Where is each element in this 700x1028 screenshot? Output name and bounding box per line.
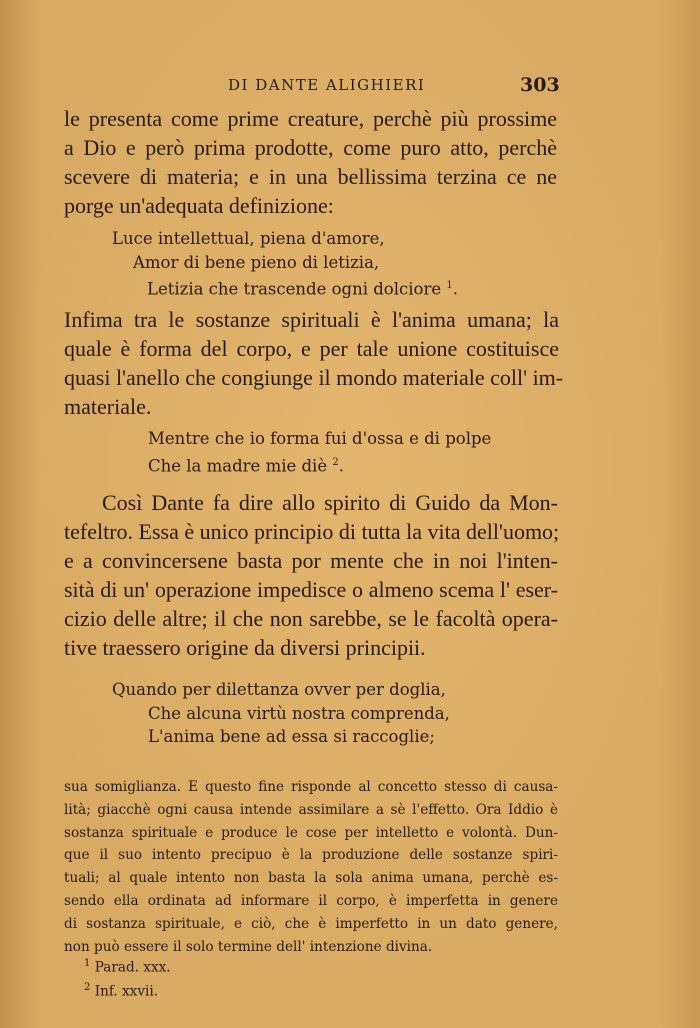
- text-line: cizio delle altre; il che non sarebbe, se le facoltà opera-: [64, 606, 558, 631]
- running-head: [0, 74, 700, 100]
- footnote-mark: 1: [84, 958, 91, 969]
- text-line: a Dio e però prima prodotte, come puro atto, perchè: [64, 135, 557, 160]
- note-line: que il suo intento precipuo è la produzione delle sostanze spiri-: [64, 847, 558, 864]
- note-line: di sostanza spirituale, e ciò, che è imperfetto in un dato genere,: [64, 915, 558, 932]
- text-line: porge un'adequata definizione:: [64, 193, 334, 218]
- text-line: sità di un' operazione impedisce o almeno scema l' eser-: [64, 577, 558, 602]
- note-line: sostanza spirituale e produce le cose per intelletto e volontà. Dun-: [64, 824, 558, 841]
- text-line: e a convincersene basta por mente che in noi l'inten-: [64, 548, 558, 573]
- footnote-text: Parad. xxx.: [94, 959, 171, 976]
- verse-line: Luce intellettual, piena d'amore,: [112, 229, 385, 248]
- footnote-ref: 2: [332, 456, 339, 468]
- paragraph-2: [64, 305, 564, 421]
- text-line: Così Dante fa dire allo spirito di Guido da Mon-: [102, 490, 558, 515]
- verse-line-with-ref: Letizia che trascende ogni dolciore $^1$.: [147, 279, 458, 299]
- text-line: quasi l'anello che congiunge il mondo materiale coll' im-: [64, 365, 564, 390]
- verse-line: Che alcuna virtù nostra comprenda,: [148, 703, 450, 723]
- footnote-text: Inf. xxvii.: [94, 983, 159, 1000]
- footnote-continuation: [64, 776, 558, 958]
- verse-line: Letizia che trascende ogni dolciore: [147, 279, 442, 299]
- verse-line: Amor di bene pieno di letizia,: [133, 252, 380, 272]
- verse-line: L'anima bene ad essa si raccoglie;: [148, 727, 435, 746]
- text-line: quale è forma del corpo, e per tale unione costituisce: [64, 336, 559, 361]
- text-line: le presenta come prime creature, perchè più prossime: [64, 106, 557, 131]
- verse-quote-1: [112, 227, 458, 301]
- verse-line: Quando per dilettanza ovver per doglia,: [112, 680, 446, 699]
- text-line: scevere di materia; e in una bellissima terzina ce ne: [64, 164, 557, 189]
- page-number: 303: [520, 74, 560, 96]
- verse-quote-2: [148, 427, 491, 478]
- note-line: sua somiglianza. E questo fine risponde al concetto stesso di causa-: [64, 779, 558, 795]
- footnote-2: [84, 982, 158, 1000]
- paragraph-1: [64, 104, 557, 220]
- note-line: lità; giacchè ogni causa intende assimilare a sè l'effetto. Ora Iddio è: [64, 801, 558, 818]
- verse-line-with-ref: Che la madre mie diè $^2$.: [148, 456, 344, 475]
- paragraph-3: [64, 488, 558, 662]
- footnote-1: [84, 958, 171, 976]
- footnote-ref: 1: [446, 280, 453, 291]
- verse-quote-3: [112, 678, 450, 749]
- verse-line: Mentre che io forma fui d'ossa e di polpe: [148, 429, 492, 448]
- text-line: materiale.: [64, 394, 152, 419]
- text-line: tefeltro. Essa è unico principio di tutta la vita dell'uomo;: [64, 519, 560, 544]
- text-line: Infima tra le sostanze spirituali è l'anima umana; la: [64, 307, 559, 332]
- footnote-mark: 2: [84, 982, 91, 993]
- note-line: non può essere il solo termine dell' intenzione divina.: [64, 938, 433, 955]
- note-line: tuali; al quale intento non basta la sola anima umana, perchè es-: [64, 870, 558, 887]
- running-title: DI DANTE ALIGHIERI: [228, 76, 426, 94]
- verse-line: Che la madre mie diè: [148, 456, 328, 475]
- note-line: sendo ella ordinata ad informare il corpo, è imperfetta in genere: [64, 892, 558, 909]
- text-line: tive traessero origine da diversi principii.: [64, 635, 426, 660]
